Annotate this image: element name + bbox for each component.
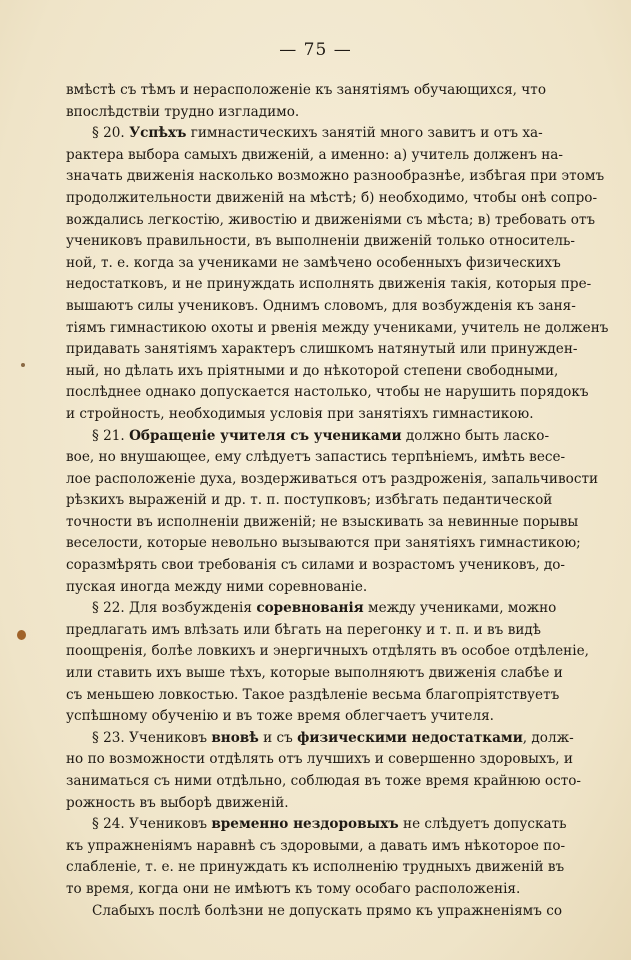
text-line: и стройность, необходимыя условія при занятіяхъ гимнастикою.	[66, 405, 534, 422]
text-line: лое расположеніе духа, воздерживаться отъ раздроженія, запальчивости	[66, 470, 599, 487]
ink-spot	[21, 363, 25, 367]
text-line: рѣзкихъ выраженій и др. т. п. поступковъ; избѣгать педантической	[66, 492, 553, 509]
text-line: § 23. Учениковъ вновѣ и съ физическими недостатками, долж-	[92, 729, 574, 746]
text-line: § 20. Успѣхъ гимнастическихъ занятій много завитъ и отъ ха-	[92, 125, 543, 142]
text-line: значать движенія насколько возможно разнообразнѣе, избѣгая при этомъ	[66, 168, 605, 185]
text-line: ной, т. е. когда за учениками не замѣчено особенныхъ физическихъ	[66, 254, 561, 271]
ink-spot	[17, 630, 26, 640]
text-line: ный, но дѣлать ихъ пріятными и до нѣкоторой степени свободными,	[66, 362, 559, 379]
text-line: § 22. Для возбужденія соревнованія между учениками, можно	[92, 600, 557, 617]
text-line: рожность въ выборѣ движеній.	[66, 794, 289, 811]
body-text	[66, 80, 609, 922]
text-line: вождались легкостію, живостію и движеніями съ мѣста; в) требовать отъ	[66, 211, 596, 228]
text-line: слабленіе, т. е. не принуждать къ исполненію трудныхъ движеній въ	[66, 859, 565, 876]
page-number: — 75 —	[279, 40, 352, 60]
text-line: поощренія, болѣе ловкихъ и энергичныхъ отдѣлять въ особое отдѣленіе,	[66, 643, 589, 660]
text-line: тіямъ гимнастикою охоты и рвенія между учениками, учитель не долженъ	[66, 319, 609, 336]
text-line: съ меньшею ловкостью. Такое раздѣленіе весьма благопріятствуетъ	[66, 686, 560, 703]
text-line: успѣшному обученію и въ тоже время облегчаетъ учителя.	[66, 708, 494, 725]
text-line: придавать занятіямъ характеръ слишкомъ натянутый или принужден-	[66, 341, 578, 358]
text-line: то время, когда они не имѣютъ къ тому особаго расположенія.	[66, 880, 521, 897]
text-line: вышаютъ силы учениковъ. Однимъ словомъ, для возбужденія къ заня-	[66, 297, 576, 314]
text-line: пуская иногда между ними соревнованіе.	[66, 578, 368, 595]
text-line: впослѣдствіи трудно изгладимо.	[66, 103, 300, 120]
text-line: продолжительности движеній на мѣстѣ; б) необходимо, чтобы онѣ сопро-	[66, 189, 598, 206]
text-line: § 24. Учениковъ временно нездоровыхъ не слѣдуетъ допускать	[92, 816, 567, 833]
text-line: Слабыхъ послѣ болѣзни не допускать прямо къ упражненіямъ со	[92, 902, 563, 919]
text-line: рактера выбора самыхъ движеній, а именно: а) учитель долженъ на-	[66, 146, 563, 163]
text-line: точности въ исполненіи движеній; не взыскивать за невинные порывы	[66, 513, 579, 530]
text-line: соразмѣрять свои требованія съ силами и возрастомъ учениковъ, до-	[66, 557, 566, 574]
text-line: или ставить ихъ выше тѣхъ, которые выполняютъ движенія слабѣе и	[66, 665, 563, 682]
text-line: предлагать имъ влѣзать или бѣгать на перегонку и т. п. и въ видѣ	[66, 621, 541, 638]
text-line: къ упражненіямъ наравнѣ съ здоровыми, а давать имъ нѣкоторое по-	[66, 837, 566, 854]
text-line: учениковъ правильности, въ выполненіи движеній только относитель-	[66, 233, 576, 250]
text-line: недостатковъ, и не принуждать исполнять движенія такія, которыя пре-	[66, 276, 592, 293]
text-line: но по возможности отдѣлять отъ лучшихъ и совершенно здоровыхъ, и	[66, 751, 573, 768]
text-line: вмѣстѣ съ тѣмъ и нерасположеніе къ занятіямъ обучающихся, что	[66, 82, 547, 98]
text-line: § 21. Обращеніе учителя съ учениками должно быть ласко-	[92, 427, 550, 444]
text-line: послѣднее однако допускается настолько, чтобы не нарушить порядокъ	[66, 384, 589, 401]
text-line: веселости, которые невольно вызываются при занятіяхъ гимнастикою;	[66, 535, 581, 552]
text-line: вое, но внушающее, ему слѣдуетъ запастись терпѣніемъ, имѣть весе-	[66, 449, 566, 466]
text-line: заниматься съ ними отдѣльно, соблюдая въ тоже время крайнюю осто-	[66, 773, 582, 789]
